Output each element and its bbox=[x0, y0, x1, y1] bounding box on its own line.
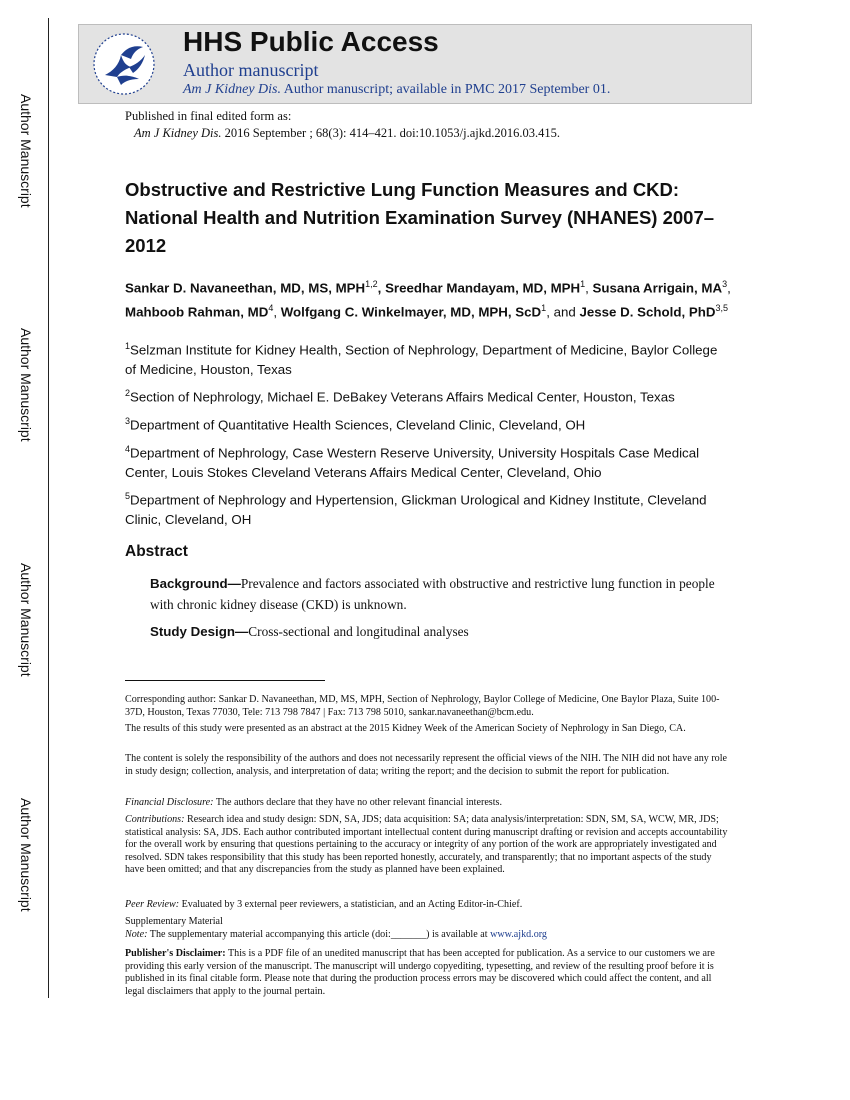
author-list bbox=[125, 274, 731, 323]
sidebar-label-author-manuscript: Author Manuscript bbox=[18, 94, 34, 208]
note-label: Note: bbox=[125, 929, 148, 940]
sidebar-label-author-manuscript: Author Manuscript bbox=[18, 798, 34, 912]
study-design-label: Study Design— bbox=[150, 624, 249, 639]
affiliation-text: Selzman Institute for Kidney Health, Section of Nephrology, Department of Medicine, Baylor College of Medicine, Houston, Texas bbox=[125, 342, 718, 377]
author-affiliation-ref: 1 bbox=[580, 279, 586, 289]
journal-name: Am J Kidney Dis. bbox=[183, 82, 281, 97]
affiliation-text: Department of Nephrology and Hypertension, Glickman Urological and Kidney Institute, Cleveland Clinic, Cleveland, OH bbox=[125, 492, 707, 527]
affiliation-text: Department of Quantitative Health Sciences, Cleveland Clinic, Cleveland, OH bbox=[130, 417, 586, 433]
availability-text: Author manuscript; available in PMC 2017 September 01. bbox=[280, 82, 611, 97]
disclaimer-text: This is a PDF file of an unedited manuscript that has been accepted for publication. As a service to our customers we are providing this early version of the manuscript. The manuscript will undergo copyediting, typesetting, and review of the resulting proof before it is published in its final citable form. Please note that during the production process errors may be discovered which could affect the content, and all legal disclaimers that apply to the journal pertain. bbox=[125, 948, 715, 997]
affiliation-number: 3 bbox=[125, 416, 131, 426]
footnote-divider bbox=[125, 680, 325, 681]
sidebar-label-author-manuscript: Author Manuscript bbox=[18, 563, 34, 677]
publishers-disclaimer bbox=[125, 948, 728, 998]
author-name: Sreedhar Mandayam, MD, MPH bbox=[385, 280, 581, 296]
citation-details: 2016 September ; 68(3): 414–421. doi:10.1053/j.ajkd.2016.03.415. bbox=[221, 126, 560, 140]
footnote-peer-review bbox=[125, 899, 728, 912]
affiliation bbox=[125, 487, 725, 529]
author-separator: , bbox=[727, 280, 731, 296]
author-affiliation-ref: 3,5 bbox=[715, 303, 728, 314]
affiliation bbox=[125, 384, 725, 407]
author-name: Mahboob Rahman, MD bbox=[125, 304, 269, 320]
background-text: Prevalence and factors associated with obstructive and restrictive lung function in people with chronic kidney disease (CKD) is unknown. bbox=[150, 576, 715, 612]
author-name: Susana Arrigain, MA bbox=[592, 280, 723, 296]
financial-text: The authors declare that they have no other relevant financial interests. bbox=[213, 797, 502, 808]
author-affiliation-ref: 1,2 bbox=[365, 279, 378, 289]
author-separator: , bbox=[377, 280, 386, 296]
author-name: Jesse D. Schold, PhD bbox=[579, 304, 716, 320]
footnote-corresponding-author: Corresponding author: Sankar D. Navaneethan, MD, MS, MPH, Section of Nephrology, Baylor College of Medicine, One Baylor Plaza, Suite 100-37D, Houston, Texas 77030, Tele: 713 798 7847 | Fax: 713 798 5010, sankar.navaneethan@bcm.edu. bbox=[125, 694, 720, 718]
abstract-study-design bbox=[150, 621, 730, 642]
hhs-eagle-logo-icon bbox=[91, 31, 157, 97]
margin-rule bbox=[48, 18, 49, 998]
sidebar-label-author-manuscript: Author Manuscript bbox=[18, 328, 34, 442]
footnote-contributions bbox=[125, 814, 728, 877]
author-separator: , bbox=[585, 280, 593, 296]
author-affiliation-ref: 1 bbox=[541, 303, 547, 314]
final-citation bbox=[125, 125, 560, 142]
peer-review-text: Evaluated by 3 external peer reviewers, a statistician, and an Acting Editor-in-Chief. bbox=[179, 899, 523, 910]
hhs-public-access-title: HHS Public Access bbox=[183, 26, 439, 57]
contributions-text: Research idea and study design: SDN, SA, JDS; data acquisition: SA; data analysis/interpretation: SDN, SM, SA, WCW, MR, JDS; statistical analysis: SA, JDS. Each author contributed important intellectual content during manuscript drafting or revision and accepts accountability for the overall work by ensuring that questions pertaining to the accuracy or integrity of any portion of the work are appropriately investigated and resolved. SDN takes responsibility that this study has been reported honestly, accurately, and transparently; that no important aspects of the study have been omitted; and that any discrepancies from the study as planned have been explained. bbox=[125, 814, 728, 875]
affiliation-number: 5 bbox=[125, 491, 131, 501]
financial-label: Financial Disclosure: bbox=[125, 797, 214, 808]
journal-name: Am J Kidney Dis. bbox=[134, 126, 222, 140]
affiliation-text: Section of Nephrology, Michael E. DeBakey Veterans Affairs Medical Center, Houston, Texas bbox=[130, 389, 675, 405]
footnote-supplementary-note bbox=[125, 929, 728, 942]
affiliation bbox=[125, 440, 725, 482]
affiliation-number: 2 bbox=[125, 388, 131, 398]
author-affiliation-ref: 3 bbox=[722, 279, 728, 289]
published-label: Published in final edited form as: bbox=[125, 109, 292, 123]
ajkd-link[interactable]: www.ajkd.org bbox=[490, 929, 547, 940]
affiliation-number: 1 bbox=[125, 341, 131, 351]
affiliation-text: Department of Nephrology, Case Western Reserve University, University Hospitals Case Medical Center, Louis Stokes Cleveland Veterans Affairs Medical Center, Cleveland, Ohio bbox=[125, 445, 700, 480]
author-separator: , bbox=[273, 304, 281, 320]
footnote-content-responsibility: The content is solely the responsibility of the authors and does not necessarily represent the official views of the NIH. The NIH did not have any role in study design; collection, analysis, and interpretation of data; writing the report; and the decision to submit the report for publication. bbox=[125, 753, 728, 777]
abstract-background bbox=[150, 573, 730, 615]
author-separator: , and bbox=[546, 304, 580, 320]
contributions-label: Contributions: bbox=[125, 814, 185, 825]
note-text: The supplementary material accompanying this article (doi:_______) is available at bbox=[147, 929, 491, 940]
supplementary-material-heading: Supplementary Material bbox=[125, 916, 223, 927]
disclaimer-label: Publisher's Disclaimer: bbox=[125, 948, 226, 959]
author-name: Wolfgang C. Winkelmayer, MD, MPH, ScD bbox=[280, 304, 542, 320]
study-design-text: Cross-sectional and longitudinal analyses bbox=[248, 624, 469, 639]
abstract-heading: Abstract bbox=[125, 543, 188, 560]
pmc-availability-line bbox=[183, 82, 610, 98]
footnote-financial-disclosure bbox=[125, 797, 728, 810]
affiliation bbox=[125, 412, 725, 435]
published-in-block bbox=[125, 108, 560, 142]
peer-review-label: Peer Review: bbox=[125, 899, 180, 910]
author-affiliation-ref: 4 bbox=[268, 303, 274, 314]
hhs-header-banner bbox=[78, 24, 752, 104]
affiliation-number: 4 bbox=[125, 444, 131, 454]
affiliation bbox=[125, 337, 725, 379]
background-label: Background— bbox=[150, 576, 241, 591]
author-name: Sankar D. Navaneethan, MD, MS, MPH bbox=[125, 280, 366, 296]
article-title: Obstructive and Restrictive Lung Function Measures and CKD: National Health and Nutrition Examination Survey (NHANES) 2007–2012 bbox=[125, 179, 715, 256]
footnote-presented: The results of this study were presented as an abstract at the 2015 Kidney Week of the American Society of Nephrology in San Diego, CA. bbox=[125, 723, 686, 734]
author-manuscript-subtitle: Author manuscript bbox=[183, 60, 319, 80]
